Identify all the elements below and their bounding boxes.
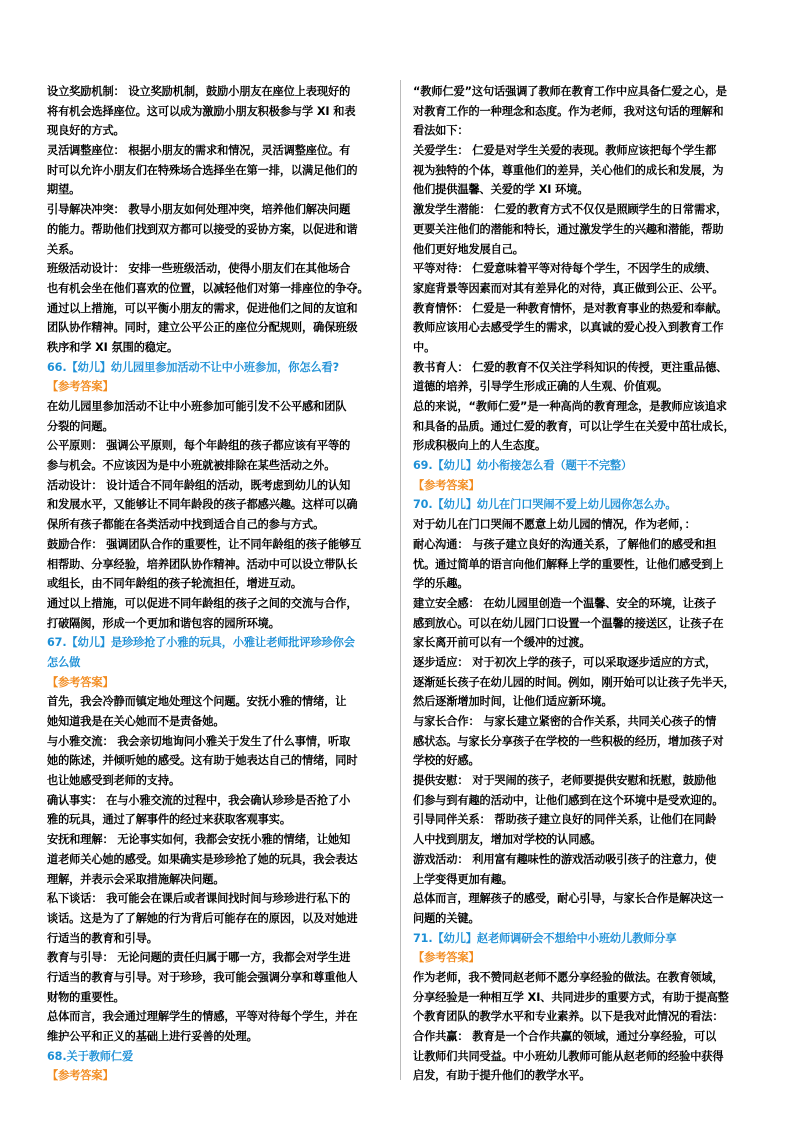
text-line: 建立安全感： 在幼儿园里创造一个温馨、安全的环境，让孩子	[413, 596, 717, 610]
text-line: 总体而言，我会通过理解学生的情感，平等对待每个学生，并在	[47, 1010, 358, 1024]
text-line: 或组长，由不同年龄组的孩子轮流担任，增进互动。	[47, 577, 303, 591]
text-line: 雅的玩具，通过了解事件的经过来获取客观事实。	[47, 813, 291, 827]
text-line: 通过以上措施，可以平衡小朋友的需求，促进他们之间的友谊和	[47, 301, 358, 315]
text-line: 首先，我会冷静而镇定地处理这个问题。安抚小雅的情绪，让	[47, 695, 347, 709]
text-line: 现良好的方式。	[47, 124, 125, 138]
text-line: 班级活动设计： 安排一些班级活动，使得小朋友们在其他场合	[47, 262, 351, 276]
answer-tag: 【参考答案】	[47, 380, 114, 394]
text-line: “教师仁爱”这句话强调了教师在教育工作中应具备仁爱之心，是	[413, 85, 727, 98]
text-line: 参与机会。不应该因为是中小班就被排除在某些活动之外。	[47, 459, 336, 473]
text-line: 时可以允许小朋友们在特殊场合选择坐在第一排，以满足他们的	[47, 163, 358, 177]
text-line: 学的乐趣。	[413, 577, 469, 591]
question-heading: 70.【幼儿】幼儿在门口哭闹不爱上幼儿园你怎么办。	[413, 498, 677, 512]
text-line: 问题的关键。	[413, 911, 480, 925]
text-line: 合作共赢： 教育是一个合作共赢的领域，通过分享经验，可以	[413, 1030, 717, 1043]
text-line: 道老师关心她的感受。如果确实是珍珍抢了她的玩具，我会表达	[47, 852, 358, 866]
text-line: 行适当的教育与引导。对于珍珍，我可能会强调分享和尊重他人	[47, 970, 358, 984]
text-line: 然后逐渐增加时间，让他们适应新环境。	[413, 695, 613, 709]
text-line: 也让她感受到老师的支持。	[47, 774, 181, 788]
text-line: 形成积极向上的人生态度。	[413, 439, 547, 453]
text-line: 家庭背景等因素而对其有差异化的对待，真正做到公正、公平。	[413, 281, 724, 295]
question-heading: 怎么做	[47, 655, 81, 669]
text-line: 将有机会选择座位。这可以成为激励小朋友积极参与学 XI 和表	[47, 104, 356, 118]
text-line: 与家长合作： 与家长建立紧密的合作关系，共同关心孩子的情	[413, 715, 717, 728]
text-line: 公平原则： 强调公平原则，每个年龄组的孩子都应该有平等的	[47, 439, 351, 453]
text-line: 家长离开前可以有一个缓冲的过渡。	[413, 636, 591, 650]
text-line: 看法如下：	[413, 124, 469, 138]
text-line: 也有机会坐在他们喜欢的位置，以减轻他们对第一排座位的争夺。	[47, 281, 369, 295]
text-line: 教师应该用心去感受学生的需求，以真诚的爱心投入到教育工作	[413, 321, 724, 335]
text-line: 对教育工作的一种理念和态度。作为老师，我对这句话的理解和	[413, 104, 724, 118]
text-line: 学校的好感。	[413, 754, 480, 768]
text-line: 教育与引导： 无论问题的责任归属于哪一方，我都会对学生进	[47, 951, 351, 965]
text-line: 秩序和学 XI 氛围的稳定。	[47, 340, 179, 354]
text-line: 上学变得更加有趣。	[413, 872, 513, 886]
text-line: 作为老师，我不赞同赵老师不愿分享经验的做法。在教育领域，	[413, 970, 724, 984]
text-line: 行适当的教育和引导。	[47, 931, 158, 945]
text-line: 平等对待： 仁爱意味着平等对待每个学生，不因学生的成绩、	[413, 262, 717, 276]
column-divider	[400, 80, 401, 1080]
answer-tag: 【参考答案】	[413, 478, 480, 492]
text-line: 道德的培养，引导学生形成正确的人生观、价值观。	[413, 380, 669, 394]
text-line: 的能力。帮助他们找到双方都可以接受的妥协方案，以促进和谐	[47, 222, 358, 236]
text-line: 团队协作精神。同时，建立公平公正的座位分配规则，确保班级	[47, 321, 358, 335]
text-line: 中。	[413, 340, 436, 354]
text-line: 总体而言，理解孩子的感受，耐心引导，与家长合作是解决这一	[413, 892, 724, 906]
text-line: 通过以上措施，可以促进不同年龄组的孩子之间的交流与合作，	[47, 596, 358, 610]
text-line: 游戏活动： 利用富有趣味性的游戏活动吸引孩子的注意力，使	[413, 852, 717, 866]
text-line: 更要关注他们的潜能和特长，通过激发学生的兴趣和潜能，帮助	[413, 222, 724, 236]
text-line: 感状态。与家长分享孩子在学校的一些积极的经历，增加孩子对	[413, 734, 724, 748]
text-line: 总的来说，“教师仁爱”是一种高尚的教育理念，是教师应该追求	[413, 400, 727, 413]
text-line: 她知道我是在关心她而不是责备她。	[47, 715, 225, 728]
text-line: 提供安慰： 对于哭闹的孩子，老师要提供安慰和抚慰，鼓励他	[413, 774, 717, 788]
text-line: 对于幼儿在门口哭闹不愿意上幼儿园的情况，作为老师，：	[413, 518, 696, 532]
text-line: 鼓励合作： 强调团队合作的重要性，让不同年龄组的孩子能够互	[47, 537, 362, 551]
text-line: 教书育人： 仁爱的教育不仅关注学科知识的传授，更注重品德、	[413, 360, 728, 374]
text-line: 忧。通过简单的语言向他们解释上学的重要性，让他们感受到上	[413, 557, 724, 571]
text-line: 相帮助、分享经验，培养团队协作精神。活动中可以设立带队长	[47, 557, 358, 571]
question-heading: 66.【幼儿】幼儿园里参加活动不让中小班参加，你怎么看?	[47, 360, 340, 374]
text-line: 谈话。这是为了了解她的行为背后可能存在的原因，以及对她进	[47, 911, 358, 925]
text-line: 感到放心。可以在幼儿园门口设置一个温馨的接送区，让孩子在	[413, 616, 724, 630]
text-line: 安抚和理解： 无论事实如何，我都会安抚小雅的情绪，让她知	[47, 833, 351, 847]
question-heading: 71.【幼儿】赵老师调研会不想给中小班幼儿教师分享	[413, 931, 677, 945]
text-line: 教育情怀： 仁爱是一种教育情怀，是对教育事业的热爱和奉献。	[413, 301, 728, 315]
text-line: 人中找到朋友，增加对学校的认同感。	[413, 833, 602, 847]
text-line: 期望。	[47, 183, 81, 197]
text-line: 们参与到有趣的活动中，让他们感到在这个环境中是受欢迎的。	[413, 793, 724, 807]
text-line: 理解，并表示会采取措施解决问题。	[47, 872, 225, 886]
text-line: 确认事实： 在与小雅交流的过程中，我会确认珍珍是否抢了小	[47, 793, 351, 807]
text-line: 维护公平和正义的基础上进行妥善的处理。	[47, 1030, 258, 1043]
text-line: 引导解决冲突： 教导小朋友如何处理冲突，培养他们解决问题	[47, 203, 351, 217]
text-line: 让教师们共同受益。中小班幼儿教师可能从赵老师的经验中获得	[413, 1049, 724, 1063]
answer-tag: 【参考答案】	[47, 1069, 114, 1083]
question-heading: 69.【幼儿】幼小衔接怎么看（题干不完整）	[413, 459, 633, 473]
text-line: 打破隔阂，形成一个更加和谐包容的园所环境。	[47, 616, 280, 630]
text-line: 活动设计： 设计适合不同年龄组的活动，既考虑到幼儿的认知	[47, 478, 351, 492]
text-line: 和发展水平，又能够让不同年龄段的孩子都感兴趣。这样可以确	[47, 498, 358, 512]
text-line: 与小雅交流： 我会亲切地询问小雅关于发生了什么事情，听取	[47, 734, 351, 748]
text-line: 他们更好地发展自己。	[413, 242, 524, 256]
text-line: 分享经验是一种相互学 XI、共同进步的重要方式，有助于提高整	[413, 990, 729, 1004]
text-line: 关爱学生： 仁爱是对学生关爱的表现。教师应该把每个学生都	[413, 144, 717, 158]
question-heading: 67.【幼儿】是珍珍抢了小雅的玩具，小雅让老师批评珍珍你会	[47, 636, 355, 650]
text-line: 财物的重要性。	[47, 990, 125, 1004]
text-line: 逐渐延长孩子在幼儿园的时间。例如，刚开始可以让孩子先半天，	[413, 675, 735, 689]
question-heading: 68.关于教师仁爱	[47, 1049, 134, 1063]
answer-tag: 【参考答案】	[47, 675, 114, 689]
text-line: 他们提供温馨、关爱的学 XI 环境。	[413, 183, 589, 197]
text-line: 和具备的品质。通过仁爱的教育，可以让学生在关爱中茁壮成长，	[413, 419, 735, 433]
answer-tag: 【参考答案】	[413, 951, 480, 965]
text-line: 逐步适应： 对于初次上学的孩子，可以采取逐步适应的方式，	[413, 655, 717, 669]
text-line: 私下谈话： 我可能会在课后或者课间找时间与珍珍进行私下的	[47, 892, 351, 906]
text-line: 个教育团队的教学水平和专业素养。以下是我对此情况的看法：	[413, 1010, 724, 1024]
text-line: 在幼儿园里参加活动不让中小班参加可能引发不公平感和团队	[47, 400, 347, 413]
left-column	[47, 82, 389, 1086]
text-line: 保所有孩子都能在各类活动中找到适合自己的参与方式。	[47, 518, 325, 532]
text-line: 耐心沟通： 与孩子建立良好的沟通关系，了解他们的感受和担	[413, 537, 717, 551]
text-line: 视为独特的个体，尊重他们的差异，关心他们的成长和发展，为	[413, 163, 724, 177]
text-line: 灵活调整座位： 根据小朋友的需求和情况，灵活调整座位。有	[47, 144, 351, 158]
right-column	[413, 82, 758, 1086]
text-line: 启发，有助于提升他们的教学水平。	[413, 1069, 591, 1083]
text-line: 关系。	[47, 242, 81, 256]
text-line: 设立奖励机制： 设立奖励机制，鼓励小朋友在座位上表现好的	[47, 85, 351, 98]
text-line: 分裂的问题。	[47, 419, 114, 433]
text-line: 引导同伴关系： 帮助孩子建立良好的同伴关系，让他们在同龄	[413, 813, 717, 827]
text-line: 激发学生潜能： 仁爱的教育方式不仅仅是照顾学生的日常需求，	[413, 203, 728, 217]
text-line: 她的陈述，并倾听她的感受。这有助于她表达自己的情绪，同时	[47, 754, 358, 768]
